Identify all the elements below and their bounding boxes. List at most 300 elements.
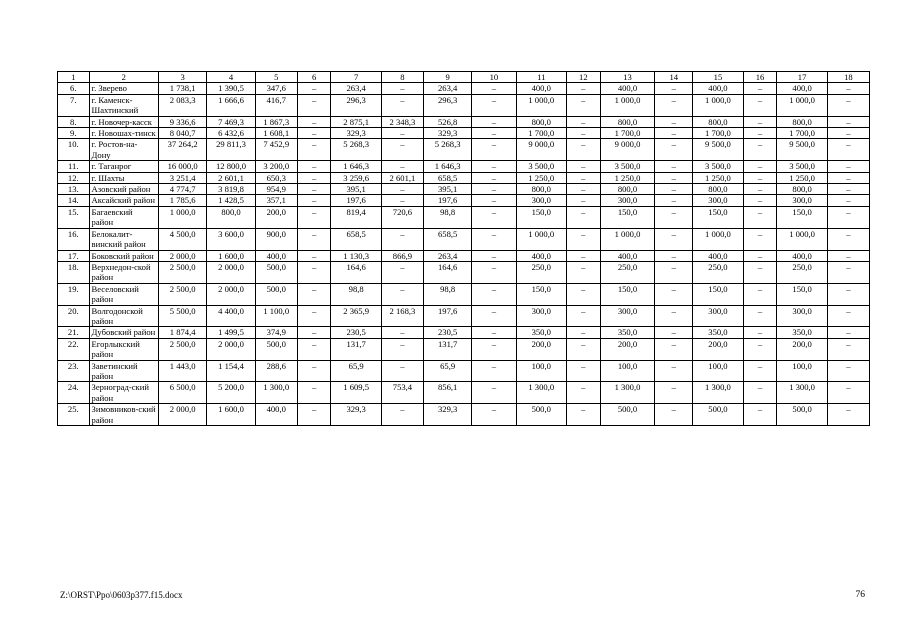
value-cell: 1 428,5 (207, 195, 255, 206)
value-cell: 1 300,0 (255, 382, 297, 404)
value-cell: – (827, 261, 869, 283)
row-number-cell: 15. (58, 206, 90, 228)
value-cell: 65,9 (423, 360, 471, 382)
value-cell: 400,0 (777, 250, 827, 261)
value-cell: 1 000,0 (777, 228, 827, 250)
value-cell: 2 000,0 (207, 261, 255, 283)
value-cell: – (472, 184, 516, 195)
column-header: 6 (297, 72, 331, 83)
territory-name-cell: г. Ростов-на-Дону (89, 139, 158, 161)
value-cell: 374,9 (255, 327, 297, 338)
value-cell: 1 874,4 (158, 327, 206, 338)
value-cell: 500,0 (777, 404, 827, 426)
value-cell: 1 000,0 (777, 94, 827, 116)
value-cell: – (297, 261, 331, 283)
value-cell: 250,0 (600, 261, 655, 283)
row-number-cell: 14. (58, 195, 90, 206)
value-cell: – (567, 261, 601, 283)
value-cell: 1 300,0 (516, 382, 566, 404)
value-cell: 8 040,7 (158, 128, 206, 139)
value-cell: 526,8 (423, 116, 471, 127)
value-cell: 1 000,0 (600, 94, 655, 116)
value-cell: – (472, 228, 516, 250)
value-cell: 150,0 (777, 283, 827, 305)
value-cell: 1 646,3 (331, 161, 381, 172)
table-row (58, 228, 870, 250)
value-cell: 263,4 (423, 83, 471, 94)
value-cell: 329,3 (331, 404, 381, 426)
value-cell: 400,0 (600, 83, 655, 94)
row-number-cell: 9. (58, 128, 90, 139)
territory-name-cell: Азовский район (89, 184, 158, 195)
value-cell: – (381, 228, 423, 250)
value-cell: 1 000,0 (693, 228, 743, 250)
value-cell: 400,0 (600, 250, 655, 261)
column-header: 7 (331, 72, 381, 83)
territory-name-cell: Веселовский район (89, 283, 158, 305)
value-cell: 131,7 (423, 338, 471, 360)
value-cell: – (655, 305, 693, 327)
column-header: 1 (58, 72, 90, 83)
value-cell: 400,0 (693, 250, 743, 261)
value-cell: – (743, 327, 777, 338)
value-cell: – (827, 360, 869, 382)
value-cell: 150,0 (600, 283, 655, 305)
value-cell: – (655, 172, 693, 183)
value-cell: – (827, 283, 869, 305)
value-cell: 1 000,0 (693, 94, 743, 116)
table-row (58, 161, 870, 172)
value-cell: – (567, 360, 601, 382)
value-cell: 164,6 (331, 261, 381, 283)
value-cell: 6 432,6 (207, 128, 255, 139)
value-cell: 800,0 (693, 116, 743, 127)
value-cell: 357,1 (255, 195, 297, 206)
value-cell: 1 250,0 (693, 172, 743, 183)
value-cell: – (381, 283, 423, 305)
column-header: 12 (567, 72, 601, 83)
value-cell: 329,3 (423, 128, 471, 139)
value-cell: – (743, 382, 777, 404)
value-cell: – (381, 338, 423, 360)
value-cell: – (472, 261, 516, 283)
value-cell: – (472, 338, 516, 360)
table-row (58, 305, 870, 327)
row-number-cell: 10. (58, 139, 90, 161)
value-cell: 300,0 (693, 195, 743, 206)
value-cell: – (827, 206, 869, 228)
value-cell: 1 300,0 (600, 382, 655, 404)
territory-name-cell: Волгодонской район (89, 305, 158, 327)
value-cell: – (297, 139, 331, 161)
column-header: 9 (423, 72, 471, 83)
value-cell: 300,0 (516, 305, 566, 327)
value-cell: – (655, 283, 693, 305)
value-cell: – (567, 116, 601, 127)
value-cell: – (567, 206, 601, 228)
value-cell: – (655, 116, 693, 127)
value-cell: – (827, 83, 869, 94)
table-header (58, 72, 870, 83)
value-cell: – (743, 360, 777, 382)
value-cell: 263,4 (423, 250, 471, 261)
row-number-cell: 24. (58, 382, 90, 404)
value-cell: 800,0 (777, 116, 827, 127)
value-cell: 197,6 (423, 305, 471, 327)
value-cell: 395,1 (331, 184, 381, 195)
value-cell: – (567, 161, 601, 172)
territory-name-cell: г. Зверево (89, 83, 158, 94)
value-cell: 250,0 (516, 261, 566, 283)
row-number-cell: 13. (58, 184, 90, 195)
value-cell: – (381, 83, 423, 94)
territory-name-cell: Заветинский район (89, 360, 158, 382)
row-number-cell: 12. (58, 172, 90, 183)
value-cell: 400,0 (255, 250, 297, 261)
value-cell: – (567, 250, 601, 261)
value-cell: 800,0 (516, 116, 566, 127)
table-row (58, 128, 870, 139)
value-cell: – (297, 195, 331, 206)
value-cell: – (743, 139, 777, 161)
value-cell: 200,0 (777, 338, 827, 360)
value-cell: 1 666,6 (207, 94, 255, 116)
value-cell: – (381, 128, 423, 139)
value-cell: 800,0 (693, 184, 743, 195)
table-row (58, 327, 870, 338)
table-body (58, 83, 870, 426)
value-cell: 350,0 (516, 327, 566, 338)
value-cell: 1 000,0 (516, 228, 566, 250)
column-header: 18 (827, 72, 869, 83)
value-cell: 100,0 (516, 360, 566, 382)
table-row (58, 195, 870, 206)
value-cell: – (567, 128, 601, 139)
table-row (58, 172, 870, 183)
value-cell: – (381, 139, 423, 161)
value-cell: 296,3 (423, 94, 471, 116)
value-cell: 400,0 (516, 83, 566, 94)
value-cell: 2 365,9 (331, 305, 381, 327)
value-cell: – (743, 250, 777, 261)
table-row (58, 83, 870, 94)
value-cell: 1 700,0 (600, 128, 655, 139)
row-number-cell: 8. (58, 116, 90, 127)
table-row (58, 139, 870, 161)
value-cell: – (567, 305, 601, 327)
value-cell: 2 348,3 (381, 116, 423, 127)
value-cell: 200,0 (255, 206, 297, 228)
value-cell: – (297, 250, 331, 261)
value-cell: – (743, 228, 777, 250)
value-cell: 866,9 (381, 250, 423, 261)
value-cell: 400,0 (516, 250, 566, 261)
value-cell: 1 390,5 (207, 83, 255, 94)
value-cell: 2 000,0 (158, 404, 206, 426)
value-cell: 1 738,1 (158, 83, 206, 94)
value-cell: 800,0 (600, 116, 655, 127)
value-cell: 658,5 (331, 228, 381, 250)
territory-name-cell: Зерноград-ский район (89, 382, 158, 404)
value-cell: 300,0 (600, 305, 655, 327)
value-cell: 150,0 (693, 283, 743, 305)
value-cell: – (743, 261, 777, 283)
value-cell: 6 500,0 (158, 382, 206, 404)
value-cell: – (655, 161, 693, 172)
value-cell: 400,0 (777, 83, 827, 94)
value-cell: 1 646,3 (423, 161, 471, 172)
value-cell: 1 250,0 (516, 172, 566, 183)
value-cell: – (655, 195, 693, 206)
value-cell: 395,1 (423, 184, 471, 195)
value-cell: – (743, 128, 777, 139)
value-cell: 1 499,5 (207, 327, 255, 338)
value-cell: 37 264,2 (158, 139, 206, 161)
value-cell: 3 251,4 (158, 172, 206, 183)
value-cell: – (381, 404, 423, 426)
value-cell: – (827, 404, 869, 426)
value-cell: – (297, 404, 331, 426)
value-cell: – (472, 206, 516, 228)
territory-name-cell: Зимовников-ский район (89, 404, 158, 426)
column-header: 5 (255, 72, 297, 83)
territory-name-cell: Верхнедон-ской район (89, 261, 158, 283)
value-cell: 197,6 (331, 195, 381, 206)
value-cell: 1 600,0 (207, 250, 255, 261)
value-cell: – (827, 172, 869, 183)
value-cell: – (381, 261, 423, 283)
value-cell: – (472, 161, 516, 172)
value-cell: 4 774,7 (158, 184, 206, 195)
territory-name-cell: Белокалит-винский район (89, 228, 158, 250)
value-cell: 5 200,0 (207, 382, 255, 404)
value-cell: 1 300,0 (693, 382, 743, 404)
value-cell: – (743, 116, 777, 127)
territory-name-cell: г. Новочер-касск (89, 116, 158, 127)
territory-name-cell: Дубовский район (89, 327, 158, 338)
row-number-cell: 23. (58, 360, 90, 382)
value-cell: – (743, 206, 777, 228)
value-cell: – (567, 139, 601, 161)
value-cell: – (297, 128, 331, 139)
value-cell: 2 083,3 (158, 94, 206, 116)
value-cell: – (743, 305, 777, 327)
value-cell: – (297, 161, 331, 172)
value-cell: 2 000,0 (207, 283, 255, 305)
value-cell: – (567, 172, 601, 183)
value-cell: 197,6 (423, 195, 471, 206)
table-row (58, 184, 870, 195)
value-cell: – (567, 228, 601, 250)
value-cell: – (472, 94, 516, 116)
value-cell: 1 867,3 (255, 116, 297, 127)
value-cell: 288,6 (255, 360, 297, 382)
value-cell: 300,0 (516, 195, 566, 206)
value-cell: 1 785,6 (158, 195, 206, 206)
value-cell: 500,0 (255, 261, 297, 283)
value-cell: – (743, 338, 777, 360)
value-cell: 3 600,0 (207, 228, 255, 250)
table-row (58, 94, 870, 116)
value-cell: – (743, 283, 777, 305)
value-cell: 230,5 (423, 327, 471, 338)
value-cell: 98,8 (423, 283, 471, 305)
value-cell: – (381, 94, 423, 116)
column-header: 17 (777, 72, 827, 83)
value-cell: – (297, 283, 331, 305)
territory-name-cell: г. Таганрог (89, 161, 158, 172)
value-cell: – (567, 94, 601, 116)
value-cell: 720,6 (381, 206, 423, 228)
value-cell: 1 100,0 (255, 305, 297, 327)
budget-table (57, 71, 870, 426)
value-cell: 2 000,0 (158, 250, 206, 261)
value-cell: – (472, 172, 516, 183)
value-cell: 800,0 (516, 184, 566, 195)
value-cell: – (827, 195, 869, 206)
row-number-cell: 18. (58, 261, 90, 283)
value-cell: – (567, 327, 601, 338)
row-number-cell: 19. (58, 283, 90, 305)
value-cell: – (567, 382, 601, 404)
document-path: Z:\ORST\Ppo\0603p377.f15.docx (60, 590, 183, 600)
value-cell: – (297, 382, 331, 404)
value-cell: 3 819,8 (207, 184, 255, 195)
table-row (58, 404, 870, 426)
value-cell: 1 443,0 (158, 360, 206, 382)
value-cell: 9 000,0 (600, 139, 655, 161)
value-cell: – (827, 116, 869, 127)
value-cell: 658,5 (423, 228, 471, 250)
value-cell: 400,0 (693, 83, 743, 94)
value-cell: 2 601,1 (207, 172, 255, 183)
value-cell: 2 601,1 (381, 172, 423, 183)
value-cell: – (297, 184, 331, 195)
value-cell: – (827, 250, 869, 261)
value-cell: – (472, 283, 516, 305)
value-cell: 9 336,6 (158, 116, 206, 127)
value-cell: 150,0 (516, 206, 566, 228)
territory-name-cell: г. Шахты (89, 172, 158, 183)
value-cell: 4 500,0 (158, 228, 206, 250)
value-cell: 4 400,0 (207, 305, 255, 327)
row-number-cell: 17. (58, 250, 90, 261)
territory-name-cell: Боковский район (89, 250, 158, 261)
value-cell: – (297, 360, 331, 382)
value-cell: 500,0 (600, 404, 655, 426)
value-cell: 819,4 (331, 206, 381, 228)
value-cell: – (567, 404, 601, 426)
value-cell: 856,1 (423, 382, 471, 404)
value-cell: 164,6 (423, 261, 471, 283)
row-number-cell: 20. (58, 305, 90, 327)
table-row (58, 338, 870, 360)
row-number-cell: 16. (58, 228, 90, 250)
header-row (58, 72, 870, 83)
value-cell: 16 000,0 (158, 161, 206, 172)
value-cell: – (297, 83, 331, 94)
row-number-cell: 21. (58, 327, 90, 338)
value-cell: – (655, 94, 693, 116)
value-cell: 5 500,0 (158, 305, 206, 327)
value-cell: – (472, 128, 516, 139)
territory-name-cell: Аксайский район (89, 195, 158, 206)
value-cell: – (297, 228, 331, 250)
value-cell: 900,0 (255, 228, 297, 250)
value-cell: 300,0 (777, 195, 827, 206)
value-cell: – (655, 261, 693, 283)
value-cell: 300,0 (693, 305, 743, 327)
value-cell: – (472, 139, 516, 161)
value-cell: 954,9 (255, 184, 297, 195)
table-row (58, 250, 870, 261)
value-cell: 7 469,3 (207, 116, 255, 127)
value-cell: 1 250,0 (600, 172, 655, 183)
territory-name-cell: Багаевский район (89, 206, 158, 228)
value-cell: 200,0 (600, 338, 655, 360)
value-cell: – (827, 128, 869, 139)
value-cell: – (567, 195, 601, 206)
value-cell: 65,9 (331, 360, 381, 382)
row-number-cell: 22. (58, 338, 90, 360)
value-cell: – (827, 184, 869, 195)
value-cell: – (827, 94, 869, 116)
value-cell: – (827, 327, 869, 338)
value-cell: – (472, 116, 516, 127)
value-cell: 98,8 (331, 283, 381, 305)
value-cell: – (567, 184, 601, 195)
territory-name-cell: г. Новошах-тинск (89, 128, 158, 139)
value-cell: – (472, 250, 516, 261)
value-cell: 1 700,0 (693, 128, 743, 139)
column-header: 11 (516, 72, 566, 83)
value-cell: – (743, 195, 777, 206)
value-cell: – (827, 338, 869, 360)
value-cell: 150,0 (600, 206, 655, 228)
value-cell: – (743, 184, 777, 195)
value-cell: 400,0 (255, 404, 297, 426)
value-cell: – (655, 83, 693, 94)
table-row (58, 360, 870, 382)
value-cell: – (472, 83, 516, 94)
value-cell: – (472, 360, 516, 382)
value-cell: 250,0 (777, 261, 827, 283)
value-cell: – (381, 327, 423, 338)
value-cell: 12 800,0 (207, 161, 255, 172)
value-cell: 150,0 (516, 283, 566, 305)
value-cell: 5 268,3 (423, 139, 471, 161)
value-cell: – (827, 382, 869, 404)
row-number-cell: 7. (58, 94, 90, 116)
value-cell: 131,7 (331, 338, 381, 360)
value-cell: – (567, 283, 601, 305)
value-cell: 800,0 (777, 184, 827, 195)
value-cell: 1 154,4 (207, 360, 255, 382)
value-cell: – (655, 360, 693, 382)
value-cell: 100,0 (600, 360, 655, 382)
value-cell: – (381, 184, 423, 195)
value-cell: – (381, 161, 423, 172)
value-cell: – (297, 206, 331, 228)
table-row (58, 261, 870, 283)
value-cell: – (297, 305, 331, 327)
value-cell: – (381, 360, 423, 382)
table-row (58, 283, 870, 305)
column-header: 10 (472, 72, 516, 83)
value-cell: – (827, 228, 869, 250)
value-cell: 350,0 (693, 327, 743, 338)
value-cell: – (743, 161, 777, 172)
